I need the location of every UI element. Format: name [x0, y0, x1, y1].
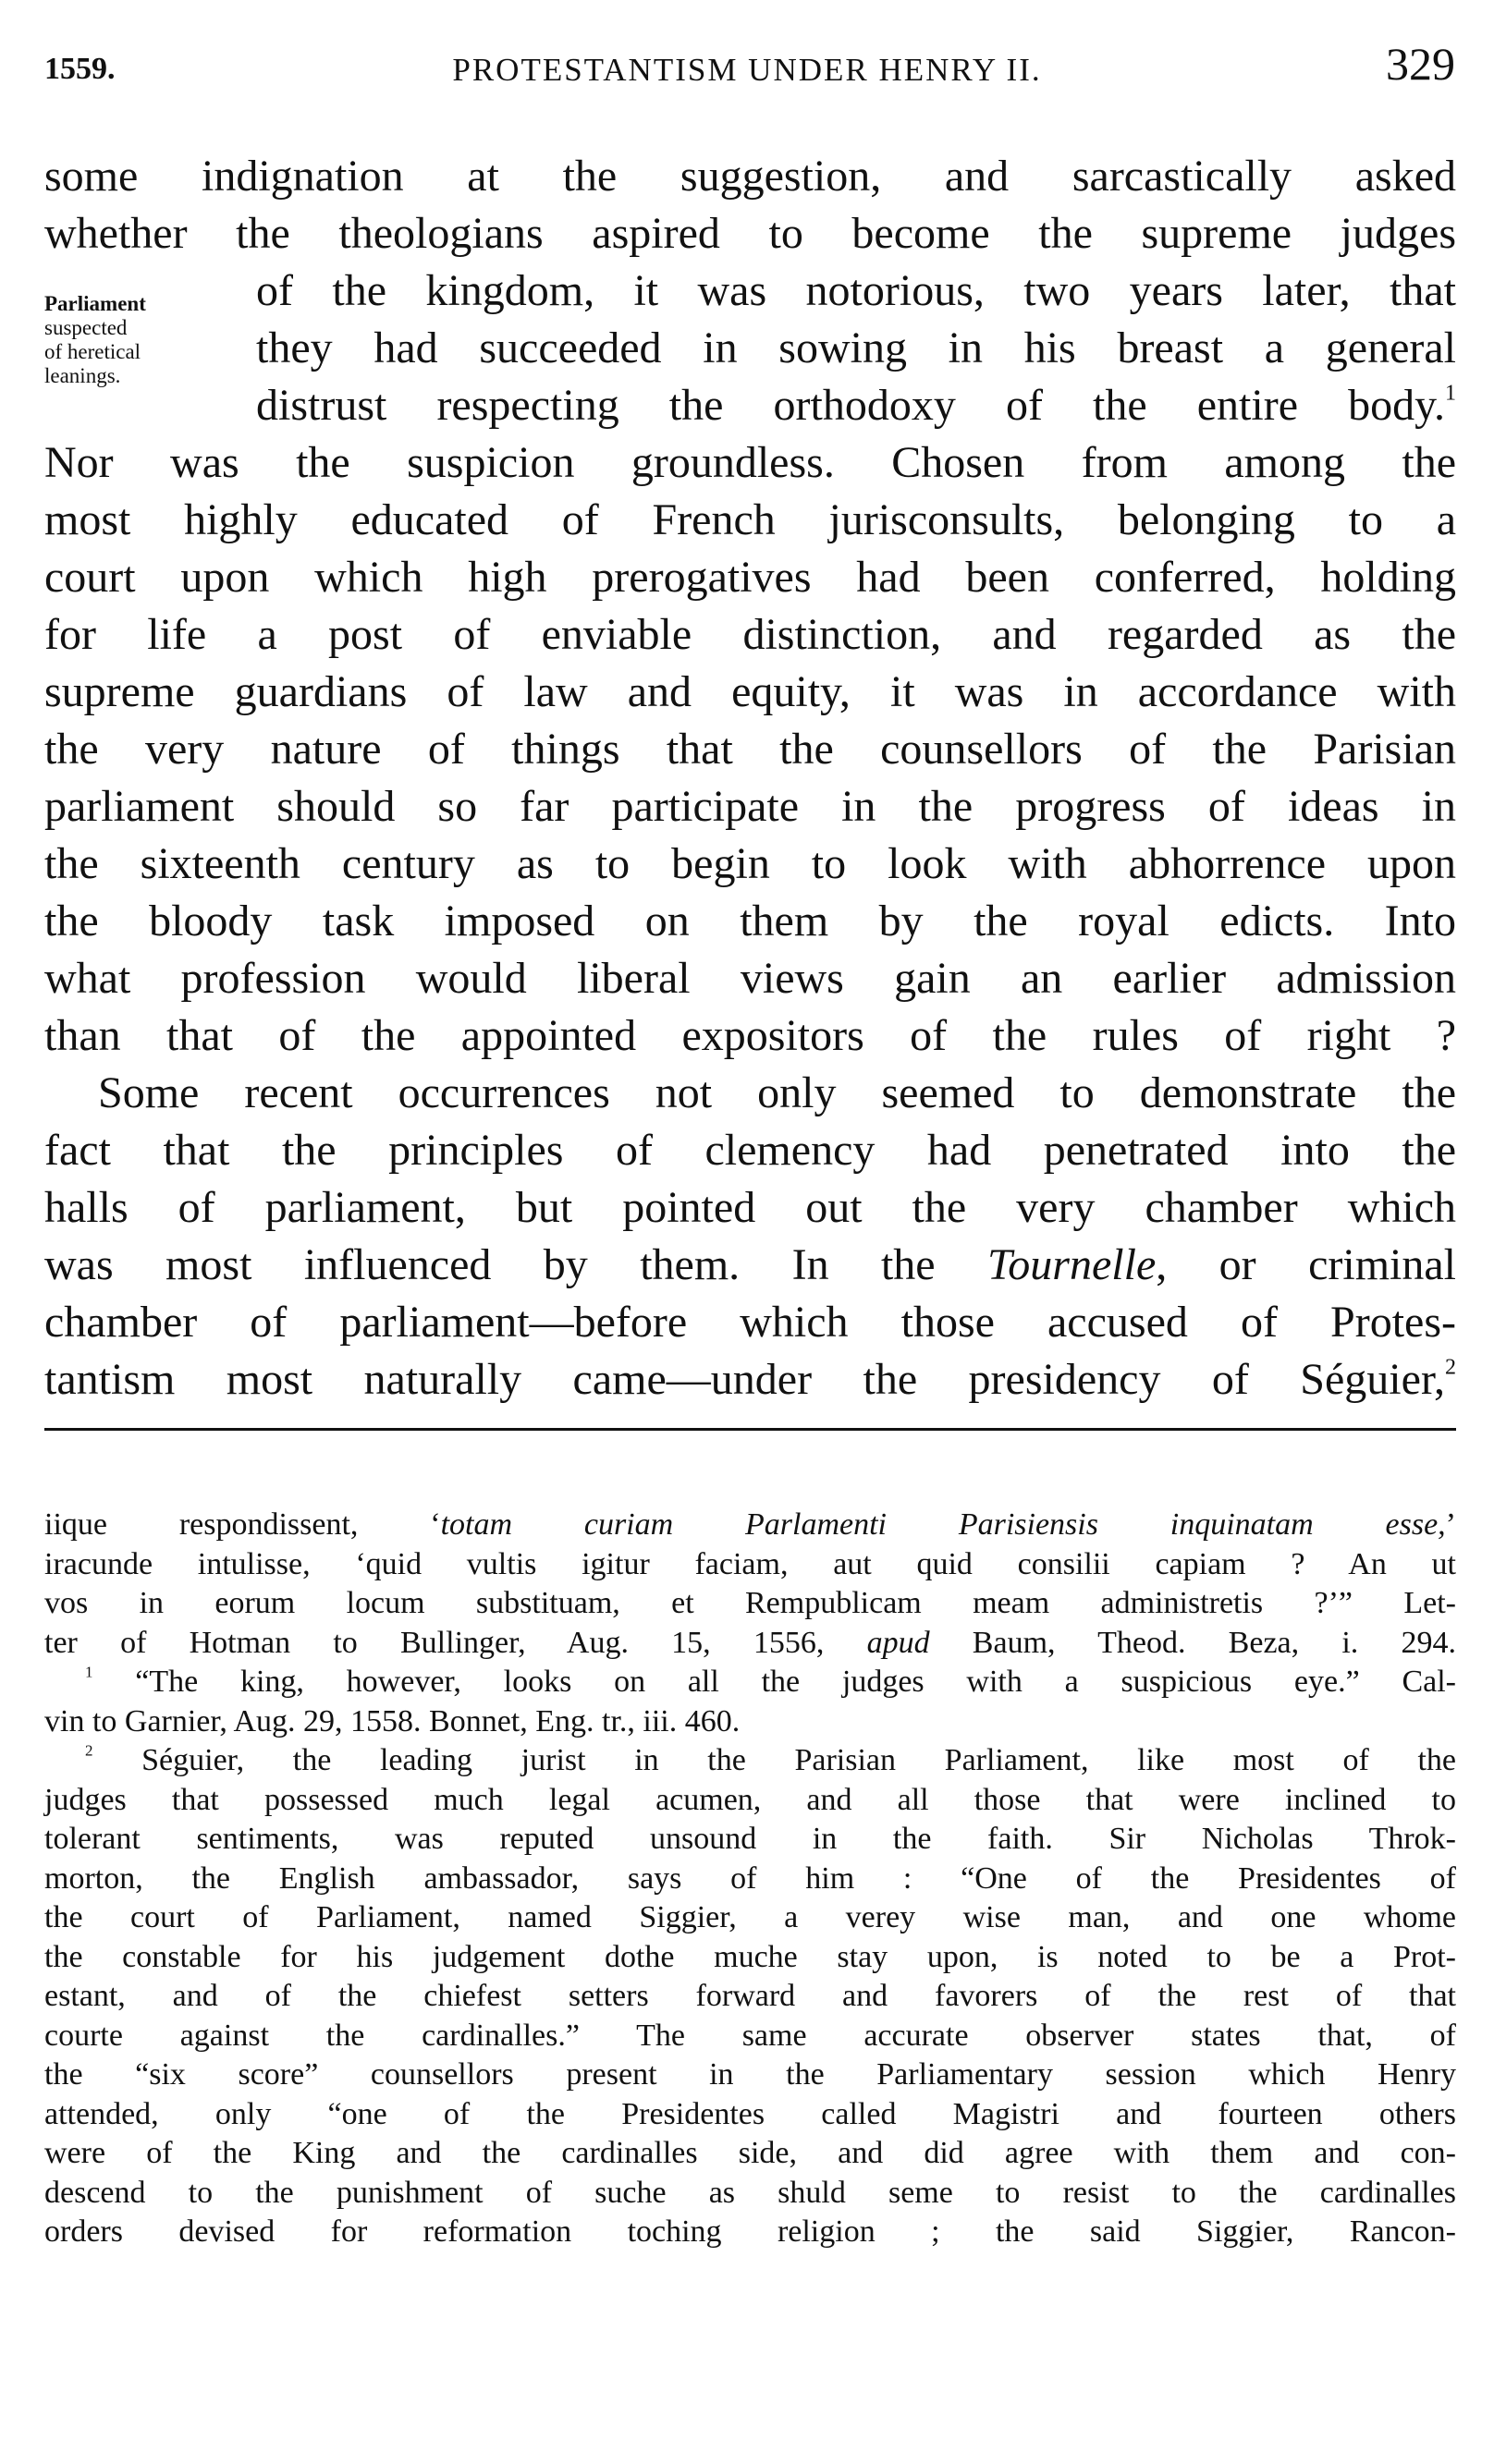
body-line	[44, 1065, 1456, 1122]
text-run: some indignation at the suggestion, and sarcastically asked	[44, 152, 1456, 201]
text-run: morton, the English ambassador, says of him : “One of the Presidentes of	[44, 1860, 1456, 1896]
body-line	[256, 320, 1456, 377]
body-line	[256, 262, 1456, 320]
body-line	[44, 836, 1456, 893]
text-run: most highly educated of French jurisconsults, belonging to a	[44, 495, 1456, 544]
body-line	[44, 434, 1456, 492]
italic-text: Tournelle	[987, 1240, 1157, 1289]
body-line	[44, 664, 1456, 721]
footnote-line	[44, 2095, 1456, 2135]
text-run: tolerant sentiments, was reputed unsound in the faith. Sir Nicholas Throk-	[44, 1822, 1456, 1856]
footnote-marker: 1	[85, 1663, 93, 1681]
body-line	[44, 1351, 1456, 1409]
body-line	[44, 1007, 1456, 1065]
text-run: “The king, however, looks on all the judges with a suspicious eye.” Cal-	[92, 1665, 1456, 1699]
body-line	[44, 1294, 1456, 1351]
text-run: chamber of parliament—before which those accused of Protes-	[44, 1298, 1456, 1347]
text-run: ’	[1445, 1507, 1456, 1542]
footnote-divider	[44, 1428, 1456, 1431]
text-run: tantism most naturally came—under the presidency of Séguier,	[44, 1355, 1445, 1404]
text-run: orders devised for reformation toching religion ; the said Siggier, Rancon-	[44, 2214, 1456, 2249]
text-run: iracunde intulisse, ‘quid vultis igitur faciam, aut quid consilii capiam ? An ut	[44, 1546, 1456, 1581]
text-run: what profession would liberal views gain an earlier admission	[44, 954, 1456, 1003]
text-run: halls of parliament, but pointed out the very chamber which	[44, 1183, 1456, 1232]
text-run: Séguier, the leading jurist in the Parisian Parliament, like most of the	[92, 1743, 1456, 1777]
text-run: iique respondissent, ‘	[44, 1507, 441, 1542]
body-line	[44, 549, 1456, 606]
text-run: descend to the punishment of suche as shuld seme to resist to the cardinalles	[44, 2175, 1456, 2210]
text-run: the bloody task imposed on them by the royal edicts. Into	[44, 897, 1456, 945]
text-run: for life a post of enviable distinction, and regarded as the	[44, 610, 1456, 659]
footnote-line	[44, 1781, 1456, 1821]
italic-text: apud	[866, 1625, 930, 1660]
page-number: 329	[1386, 38, 1455, 90]
text-run: of the kingdom, it was notorious, two years later, that	[256, 266, 1456, 315]
text-run: the very nature of things that the counsellors of the Parisian	[44, 725, 1456, 774]
footnote-line	[44, 1898, 1456, 1938]
footnote-line	[44, 1702, 1456, 1742]
text-run: , or criminal	[1156, 1240, 1456, 1289]
footnote-marker: 1	[1445, 381, 1456, 406]
margin-note-line: of heretical	[44, 340, 141, 363]
text-run: was most influenced by them. In the	[44, 1240, 988, 1289]
body-line	[256, 377, 1456, 434]
text-run: the court of Parliament, named Siggier, a verey wise man, and one whome	[44, 1900, 1456, 1934]
body-line	[44, 1237, 1456, 1294]
text-run: the “six score” counsellors present in the Parliamentary session which Henry	[44, 2057, 1456, 2092]
body-text	[44, 148, 1456, 1409]
text-run: the sixteenth century as to begin to look with abhorrence upon	[44, 839, 1456, 888]
text-run: Nor was the suspicion groundless. Chosen from among the	[44, 438, 1456, 487]
margin-note-line: Parliament	[44, 292, 146, 315]
footnote-line	[44, 1977, 1456, 2017]
footnote-line	[44, 1938, 1456, 1978]
footnote-line	[44, 1820, 1456, 1860]
margin-note-line: leanings.	[44, 364, 121, 387]
footnote-line	[44, 2017, 1456, 2056]
body-line	[44, 492, 1456, 549]
footnote-marker: 2	[1445, 1355, 1456, 1380]
footnote-line	[44, 1663, 1456, 1702]
text-run: than that of the appointed expositors of the rules of right ?	[44, 1011, 1456, 1060]
text-run: parliament should so far participate in the progress of ideas in	[44, 782, 1456, 831]
footnote-line	[44, 1741, 1456, 1781]
text-run: whether the theologians aspired to become the supreme judges	[44, 209, 1456, 258]
body-line	[44, 1179, 1456, 1237]
text-run: they had succeeded in sowing in his breast a general	[256, 323, 1456, 372]
text-run: ter of Hotman to Bullinger, Aug. 15, 1556,	[44, 1625, 867, 1660]
italic-text: totam curiam Parlamenti Parisiensis inquinatam esse,	[440, 1507, 1446, 1542]
margin-note-line: suspected	[44, 316, 128, 339]
text-run: courte against the cardinalles.” The same accurate observer states that, of	[44, 2018, 1456, 2053]
text-run: were of the King and the cardinalles side, and did agree with them and con-	[44, 2136, 1456, 2170]
footnote-line	[44, 1584, 1456, 1624]
footnote-line	[44, 2213, 1456, 2252]
text-run: judges that possessed much legal acumen, and all those that were inclined to	[44, 1782, 1456, 1817]
footnote-line	[44, 2055, 1456, 2095]
body-line	[44, 205, 1456, 262]
text-run: court upon which high prerogatives had been conferred, holding	[44, 553, 1456, 602]
footnote-line	[44, 2174, 1456, 2214]
running-head-title: PROTESTANTISM UNDER HENRY II.	[452, 52, 1042, 88]
text-run: fact that the principles of clemency had penetrated into the	[44, 1126, 1456, 1175]
text-run: supreme guardians of law and equity, it was in accordance with	[44, 667, 1456, 716]
body-line	[44, 950, 1456, 1007]
footnote-line	[44, 1860, 1456, 1899]
text-run: the constable for his judgement dothe muche stay upon, is noted to be a Prot-	[44, 1939, 1456, 1974]
text-run: distrust respecting the orthodoxy of the entire body.	[256, 381, 1445, 430]
running-head-year: 1559.	[44, 52, 116, 86]
footnotes	[44, 1506, 1456, 2252]
text-run: Baum, Theod. Beza, i. 294.	[929, 1625, 1456, 1660]
body-line	[44, 893, 1456, 950]
footnote-marker: 2	[85, 1741, 93, 1760]
body-line	[44, 148, 1456, 205]
body-line	[44, 721, 1456, 778]
text-run: estant, and of the chiefest setters forward and favorers of the rest of that	[44, 1979, 1456, 2013]
text-run: Some recent occurrences not only seemed to demonstrate the	[98, 1068, 1456, 1117]
footnote-line	[44, 1624, 1456, 1664]
text-run: vin to Garnier, Aug. 29, 1558. Bonnet, Eng. tr., iii. 460.	[44, 1703, 741, 1738]
footnote-line	[44, 1545, 1456, 1585]
footnote-line	[44, 2134, 1456, 2174]
body-line	[44, 778, 1456, 836]
text-run: attended, only “one of the Presidentes called Magistri and fourteen others	[44, 2096, 1456, 2131]
body-line	[44, 1122, 1456, 1179]
footnote-line	[44, 1506, 1456, 1545]
body-line	[44, 606, 1456, 664]
text-run: vos in eorum locum substituam, et Rempublicam meam administretis ?’” Let-	[44, 1586, 1456, 1620]
